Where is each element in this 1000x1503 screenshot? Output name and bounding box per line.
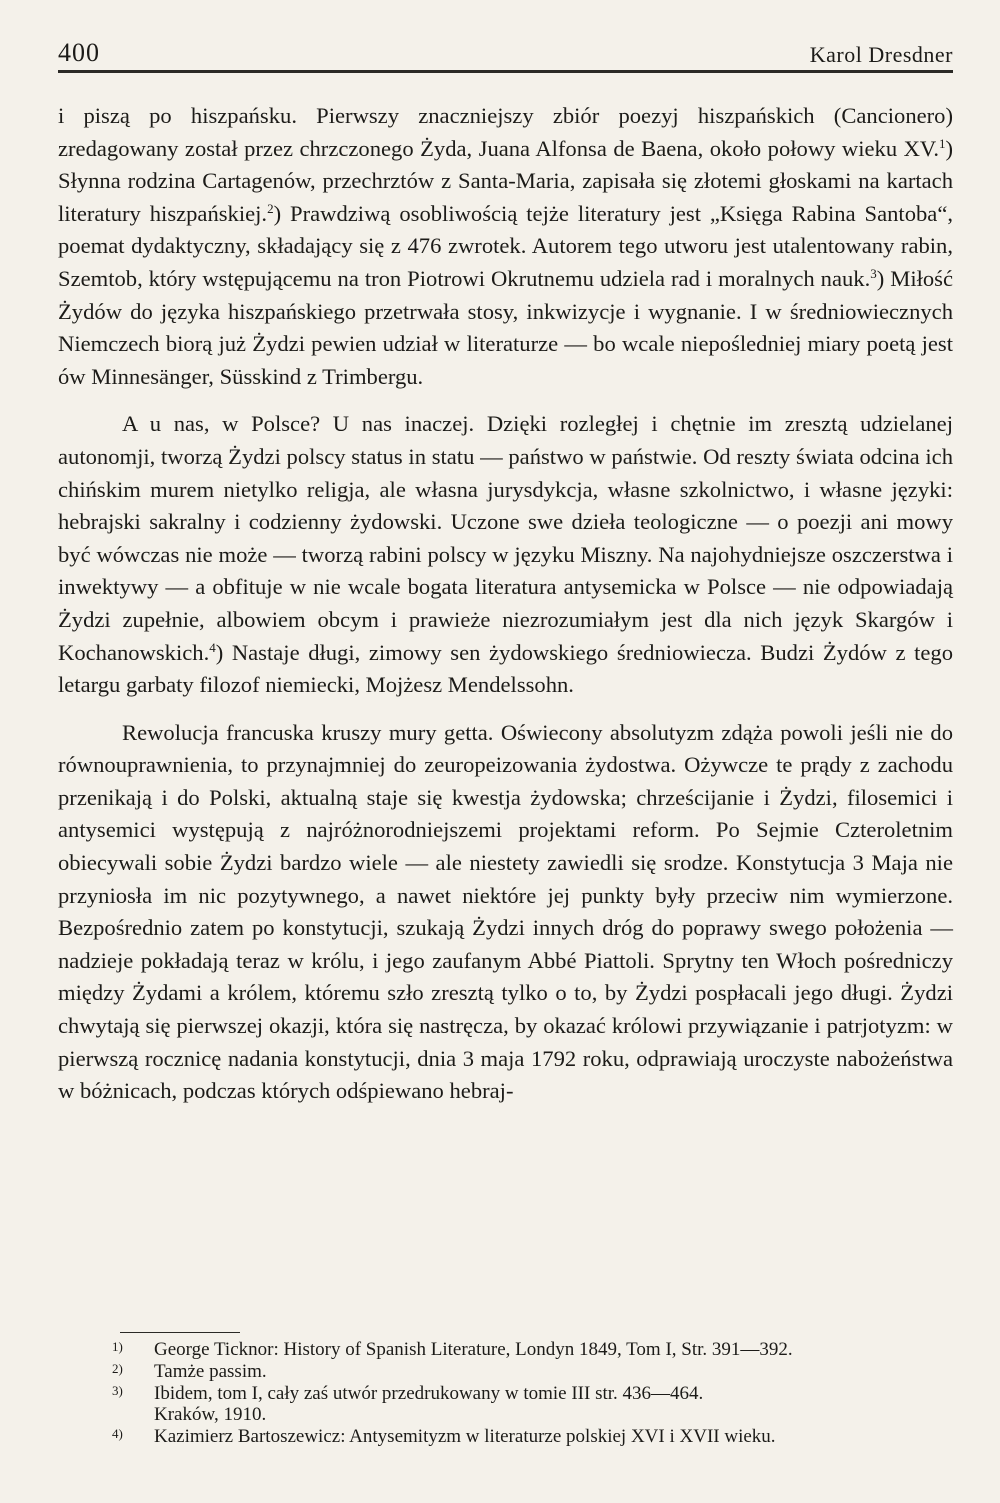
paragraph-1-text-4: ) Miłość Żydów do języka hiszpańskiego przetrwała stosy, inkwizycje i wygnanie. I w średniowiecznych Niemczech biorą już Żydzi pewien udział w literaturze — bo wcale niepośledniej miary poetą jest ów Minnesänger, Süsskind z Trimbergu. [58,265,953,389]
running-head-author: Karol Dresdner [809,42,953,67]
paragraph-2-text-2: ) Nastaje długi, zimowy sen żydowskiego średniowiecza. Budzi Żydów z tego letargu garbaty filozof niemiecki, Mojżesz Mendelssohn. [58,639,953,698]
paragraph-1-text-3: ) Prawdziwą osobliwością tejże literatury jest „Księga Rabina Santoba“, poemat dydaktyczny, składający się z 476 zwrotek. Autorem tego utworu jest utalentowany rabin, Szemtob, który wstępującemu na tron Piotrowi Okrutnemu udziela rad i moralnych nauk. [58,200,954,291]
footnote-text: Kraków, 1910. [154,1404,267,1426]
page-number: 400 [58,38,100,67]
footnote-mark: 4) [112,1426,123,1442]
footnote-mark: 2) [112,1360,123,1376]
footnote-2 [112,1361,957,1383]
footnote-1 [112,1339,957,1361]
footnote-text: Kazimierz Bartoszewicz: Antysemityzm w literaturze polskiej XVI i XVII wieku. [154,1426,776,1448]
body-text [58,100,953,1108]
footnote-text: George Ticknor: History of Spanish Literature, Londyn 1849, Tom I, Str. 391—392. [154,1339,793,1360]
footnote-4 [112,1426,957,1448]
footnote-text: Ibidem, tom I, cały zaś utwór przedrukowany w tomie III str. 436—464. [154,1382,704,1404]
footnote-text: Tamże passim. [154,1360,267,1382]
footnote-ref-4: 4 [209,639,216,655]
paragraph-1-text-1: i piszą po hiszpańsku. Pierwszy znaczniejszy zbiór poezyj hiszpańskich (Cancionero) zredagowany został przez chrzczonego Żyda, Juana Alfonsa de Baena, około połowy wieku XV. [58,103,953,161]
paragraph-1 [58,100,953,393]
paragraph-1-text-2: ) Słynna rodzina Cartagenów, przechrztów z Santa-Maria, zapisała się złotemi głoskami na kartach literatury hiszpańskiej. [58,135,953,226]
footnote-rule [120,1332,240,1333]
paragraph-3-text-1: Rewolucja francuska kruszy mury getta. Oświecony absolutyzm zdąża powoli jeśli nie do równouprawnienia, to przynajmniej do zeuropeizowania żydostwa. Ożywcze te prądy z zachodu przenikają i do Polski, aktualną staje się kwestja żydowska; chrześcijanie i Żydzi, filosemici i antysemici występują z najróżnorodniejszemi projektami reform. Po Sejmie Czteroletnim obiecywali sobie Żydzi bardzo wiele — ale niestety zawiedli się srodze. Konstytucja 3 Maja nie przyniosła im nic pozytywnego, a nawet niektóre jej punkty były przeciw nim wymierzone. Bezpośrednio zatem po konstytucji, szukają Żydzi innych dróg do poprawy swego położenia — nadzieje pokładają teraz w królu, i jego zaufanym Abbé Piattoli. Sprytny ten Włoch pośredniczy między Żydami a królem, któremu szło zresztą tylko o to, by Żydzi pospłacali jego długi. Żydzi chwytają się pierwszej okazji, która się nastręcza, by okazać królowi przywiązanie i patrjotyzm: w pierwszą rocznicę nadania konstytucji, dnia 3 maja 1792 roku, odprawiają uroczyste nabożeństwa w bóżnicach, podczas których odśpiewano hebraj- [58,719,953,1104]
paragraph-3 [58,717,953,1108]
footnote-mark: 1) [112,1339,123,1354]
footnote-mark: 3) [112,1382,123,1398]
footnote-3 [112,1383,957,1405]
paragraph-2-text-1: A u nas, w Polsce? U nas inaczej. Dzięki rozległej i chętnie im zresztą udzielanej autonomji, tworzą Żydzi polscy status in statu — państwo w państwie. Od reszty świata odcina ich chińskim murem nietylko religja, ale własna jurysdykcja, własne szkolnictwo, i własne języki: hebrajski sakralny i codzienny żydowski. Uczone swe dzieła teologiczne — o poezji ani mowy być wówczas nie może — tworzą rabini polscy w języku Miszny. Na najohydniejsze oszczerstwa i inwektywy — a obfituje w nie wcale bogata literatura antysemicka w Polsce — nie odpowiadają Żydzi zupełnie, albowiem obcym i prawieże niezrozumiałym jest dla nich język Skargów i Kochanowskich. [58,411,953,665]
footnote-3-continuation [112,1404,957,1426]
footnotes [112,1339,957,1448]
paragraph-2 [58,408,953,701]
footnote-ref-2: 2 [267,200,274,216]
header-rule [58,70,953,73]
footnote-ref-1: 1 [938,135,946,151]
running-head [58,28,953,68]
footnote-ref-3: 3 [870,265,877,281]
